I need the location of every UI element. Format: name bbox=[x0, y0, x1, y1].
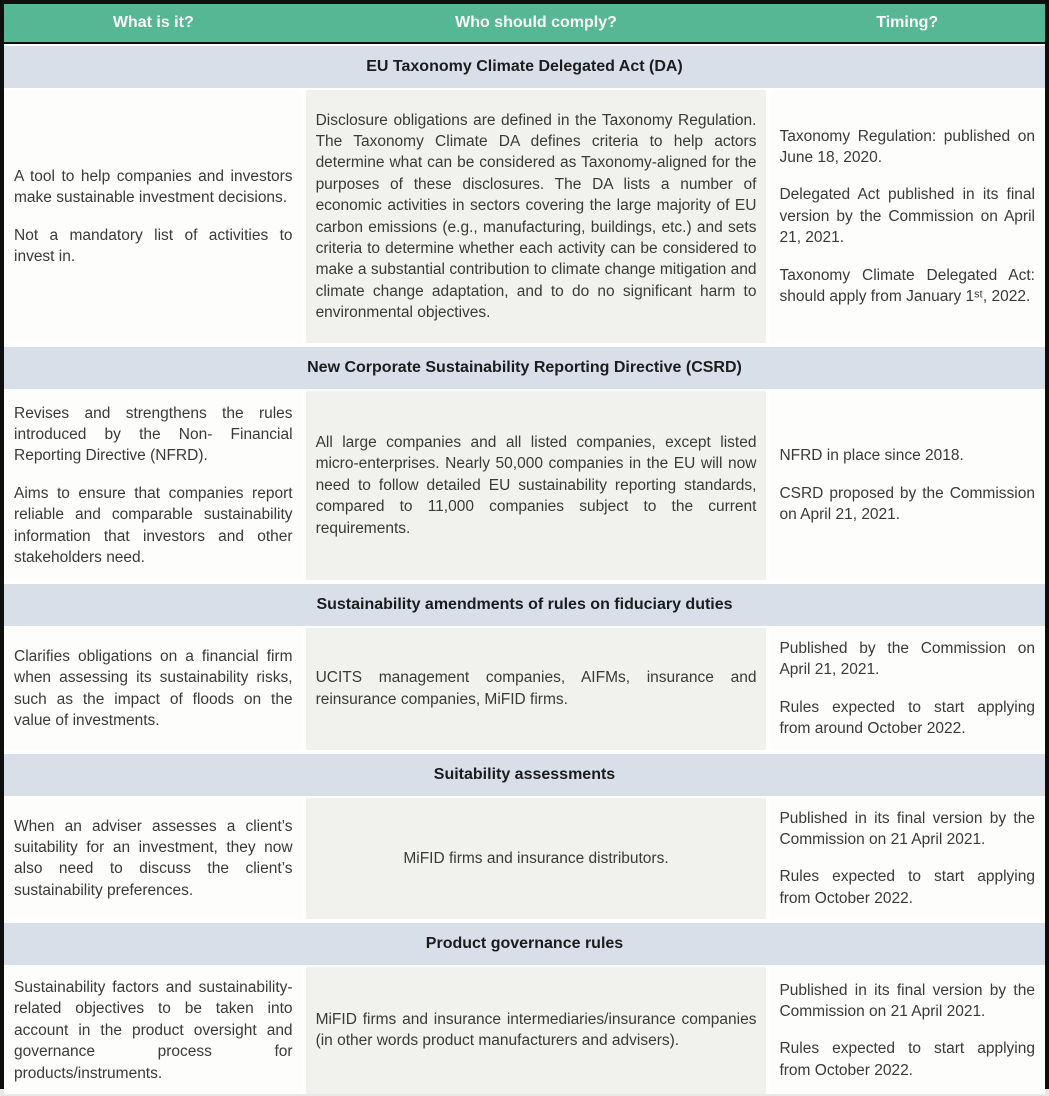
cell-paragraph: Disclosure obligations are defined in the Taxonomy Regulation. The Taxonomy Climate DA defines criteria to help actors determine what can be considered as Taxonomy-aligned for the purposes of these disclosures. The DA lists a number of economic activities in sectors covering the large majority of EU carbon emissions (e.g., manufacturing, buildings, etc.) and sets criteria to determine whether each activity can be considered to make a substantial contribution to climate change mitigation and climate change adaptation, and to do no significant harm to environmental objectives. bbox=[315, 111, 757, 321]
table-row bbox=[4, 967, 1045, 1094]
table-row bbox=[4, 798, 1045, 920]
cell-what bbox=[4, 967, 303, 1094]
cell-what bbox=[4, 798, 303, 920]
cell-paragraph: Not a mandatory list of activities to invest in. bbox=[14, 226, 293, 265]
cell-who bbox=[306, 967, 767, 1094]
table-row bbox=[4, 391, 1045, 580]
cell-paragraph: MiFID firms and insurance distributors. bbox=[403, 849, 669, 867]
cell-paragraph: Rules expected to start applying from October 2022. bbox=[779, 1040, 1035, 1079]
cell-paragraph: Published in its final version by the Commission on 21 April 2021. bbox=[779, 981, 1035, 1021]
cell-paragraph: Clarifies obligations on a financial firm when assessing its sustainability risks, such as the impact of floods on the value of investments. bbox=[14, 648, 293, 730]
table-header-row bbox=[4, 4, 1045, 44]
cell-who bbox=[306, 391, 767, 580]
cell-timing bbox=[769, 967, 1045, 1094]
cell-paragraph: Rules expected to start applying from around October 2022. bbox=[779, 698, 1035, 738]
table-row bbox=[4, 90, 1045, 343]
cell-paragraph: A tool to help companies and investors make sustainable investment decisions. bbox=[14, 167, 293, 207]
cell-paragraph: Taxonomy Regulation: published on June 18, 2020. bbox=[779, 127, 1035, 167]
cell-timing bbox=[769, 628, 1045, 750]
cell-paragraph: Published by the Commission on April 21, 2021. bbox=[779, 640, 1035, 679]
table-body bbox=[4, 44, 1045, 1096]
cell-paragraph: Delegated Act published in its final version by the Commission on April 21, 2021. bbox=[779, 186, 1035, 247]
column-header-who-should-comply: Who should comply? bbox=[306, 4, 767, 42]
section-header-row bbox=[4, 46, 1045, 88]
cell-paragraph: CSRD proposed by the Commission on April 21, 2021. bbox=[779, 484, 1035, 524]
section-title: New Corporate Sustainability Reporting Directive (CSRD) bbox=[307, 359, 742, 376]
cell-who bbox=[306, 798, 767, 920]
cell-paragraph: Published in its final version by the Commission on 21 April 2021. bbox=[779, 809, 1035, 848]
cell-what bbox=[4, 90, 303, 343]
cell-paragraph: Taxonomy Climate Delegated Act: should apply from January 1ˢᵗ, 2022. bbox=[779, 266, 1035, 305]
cell-timing bbox=[769, 391, 1045, 580]
section-title: Sustainability amendments of rules on fiduciary duties bbox=[316, 596, 733, 613]
section-header-row bbox=[4, 347, 1045, 389]
cell-paragraph: When an adviser assesses a client’s suitability for an investment, they now also need to discuss the client’s sustainability preferences. bbox=[14, 817, 293, 899]
section-title: Suitability assessments bbox=[433, 765, 616, 783]
section-title: Product governance rules bbox=[425, 935, 624, 952]
section-title: EU Taxonomy Climate Delegated Act (DA) bbox=[366, 58, 683, 75]
cell-paragraph: Sustainability factors and sustainability-related objectives to be taken into account in the product oversight and governance process for products/instruments. bbox=[14, 979, 293, 1082]
cell-what bbox=[4, 628, 303, 750]
table-row bbox=[4, 628, 1045, 750]
cell-paragraph: UCITS management companies, AIFMs, insurance and reinsurance companies, MiFID firms. bbox=[315, 669, 757, 708]
cell-who bbox=[306, 628, 767, 750]
column-header-what-is-it: What is it? bbox=[4, 4, 303, 42]
column-header-timing: Timing? bbox=[769, 4, 1045, 42]
cell-who bbox=[306, 90, 767, 343]
cell-timing bbox=[769, 90, 1045, 343]
section-header-row bbox=[4, 584, 1045, 626]
cell-paragraph: MiFID firms and insurance intermediaries/insurance companies (in other words product manufacturers and advisers). bbox=[315, 1011, 757, 1050]
section-header-row bbox=[4, 923, 1045, 965]
section-header-row bbox=[4, 754, 1045, 796]
cell-what bbox=[4, 391, 303, 580]
cell-timing bbox=[769, 798, 1045, 920]
cell-paragraph: NFRD in place since 2018. bbox=[779, 447, 964, 465]
cell-paragraph: Revises and strengthens the rules introduced by the Non- Financial Reporting Directive (NFRD). bbox=[14, 404, 293, 465]
cell-paragraph: All large companies and all listed companies, except listed micro-enterprises. Nearly 50,000 companies in the EU will now need to follow detailed EU sustainability reporting standards, compared to 11,000 companies subject to the current requirements. bbox=[315, 434, 757, 537]
cell-paragraph: Aims to ensure that companies report reliable and comparable sustainability information that investors and other stakeholders need. bbox=[14, 484, 293, 566]
cell-paragraph: Rules expected to start applying from October 2022. bbox=[779, 868, 1035, 907]
